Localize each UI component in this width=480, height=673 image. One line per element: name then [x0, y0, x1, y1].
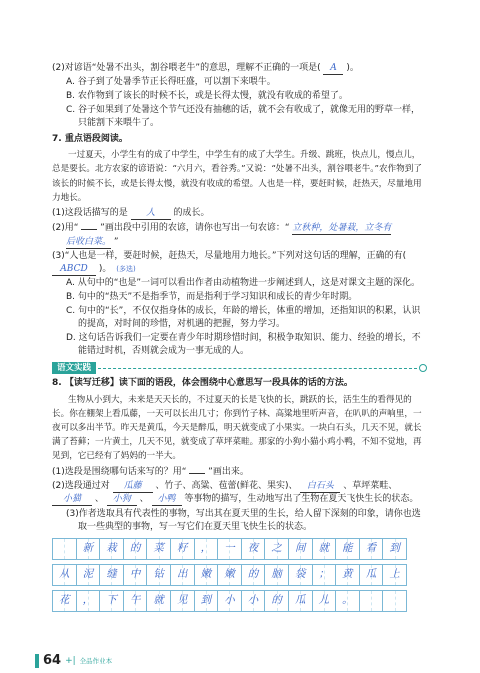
q8-title	[52, 377, 427, 390]
grid-cell[interactable]	[288, 590, 313, 612]
grid-cell-char: 籽	[177, 542, 188, 555]
grid-cell-char: 能	[342, 542, 353, 555]
grid-cell-char: 瓜	[365, 568, 377, 581]
grid-cell[interactable]	[194, 564, 219, 586]
grid-cell-char: 就	[153, 594, 164, 607]
grid-cell[interactable]	[194, 538, 219, 560]
grid-cell[interactable]	[217, 590, 242, 612]
grid-cell-char: 夜	[247, 542, 259, 555]
q8-sub2	[52, 480, 427, 506]
grid-cell[interactable]	[288, 564, 313, 586]
grid-cell[interactable]	[217, 538, 242, 560]
grid-cell[interactable]	[359, 564, 384, 586]
grid-cell[interactable]	[241, 590, 266, 612]
grid-row	[52, 590, 422, 612]
grid-cell[interactable]	[194, 590, 219, 612]
q8-title-text: 【读写迁移】读下面的语段，体会围绕中心意思写一段具体的话的方法。	[64, 378, 353, 389]
banner-divider	[98, 368, 417, 369]
q7-sub3-answer[interactable]: ABCD	[52, 264, 96, 276]
grid-cell-char: 到	[200, 594, 212, 607]
grid-cell-char: 的	[271, 594, 282, 607]
grid-cell[interactable]	[99, 538, 124, 560]
q8-sub2-blank3[interactable]: 小猫	[52, 494, 92, 506]
q7-sub2-mark	[81, 221, 97, 230]
grid-cell-char: 新	[82, 542, 94, 555]
grid-cell[interactable]	[264, 538, 289, 560]
grid-cell-char: 花	[59, 594, 70, 607]
q7-sub3	[52, 250, 427, 276]
grid-cell-char: 见	[177, 594, 188, 607]
grid-cell[interactable]	[123, 590, 148, 612]
q6-stem	[52, 62, 427, 75]
grid-cell[interactable]	[52, 564, 77, 586]
q7-number: 7.	[52, 134, 62, 145]
grid-cell-char: ；	[318, 568, 330, 581]
banner-dot-icon	[419, 364, 427, 372]
q6-stem-end: )。	[346, 63, 359, 73]
grid-cell[interactable]	[382, 564, 407, 586]
grid-cell[interactable]	[76, 564, 101, 586]
grid-cell-char: 袋	[294, 568, 306, 581]
q7-sub3-stem: (3)“人也是一样，要赶时候，赶热天，尽量地用力地长。”下列对这句话的理解，正确的有(	[52, 251, 407, 262]
grid-cell[interactable]	[52, 590, 77, 612]
q7-title	[52, 133, 427, 146]
grid-cell[interactable]	[123, 538, 148, 560]
q7-sub2-answer2[interactable]: 后收白菜。	[66, 237, 112, 248]
q7-sub3-post: )。	[98, 264, 112, 275]
q8-sub2-blank4[interactable]: 小狗	[107, 494, 137, 506]
grid-cell-char: 之	[271, 542, 282, 555]
page-number: 64	[43, 653, 62, 668]
writing-grid[interactable]	[52, 538, 422, 612]
q8-sub2-blank2[interactable]: 白石头	[300, 481, 340, 493]
grid-cell[interactable]	[312, 538, 337, 560]
grid-cell[interactable]	[312, 564, 337, 586]
grid-cell[interactable]	[170, 538, 195, 560]
q8-sub2-text3: 、	[94, 494, 104, 505]
grid-cell[interactable]	[288, 538, 313, 560]
grid-cell[interactable]	[382, 590, 407, 612]
footer-brand: 全品作业本	[79, 656, 113, 665]
q8-sub1-mark	[189, 465, 205, 474]
grid-cell[interactable]	[99, 590, 124, 612]
q6-option-c: C. 谷子如果到了处暑这个节气还没有抽穗的话，就不会有收成了，就像无用的野草一样，只能割下来喂牛了。	[66, 105, 421, 129]
q8-sub2-text2: 、草坪菜畦、	[343, 481, 398, 492]
grid-cell[interactable]	[359, 590, 384, 612]
grid-cell-char: 的	[247, 568, 259, 581]
grid-cell[interactable]	[76, 538, 101, 560]
q6-option-b: B. 农作物到了该长的时候不长，或是长得太慢，就没有收成的希望了。	[66, 91, 348, 102]
grid-cell[interactable]	[123, 564, 148, 586]
grid-cell-char: 午	[129, 594, 141, 607]
page-footer	[35, 652, 112, 671]
grid-cell-char: 的	[129, 542, 141, 555]
section-banner-label: 语文实践	[52, 362, 96, 374]
q8-sub2-blank5[interactable]: 小鸭	[152, 494, 182, 506]
grid-cell-char: 菜	[153, 542, 164, 555]
grid-cell[interactable]	[264, 564, 289, 586]
grid-cell-char: ，	[82, 594, 94, 607]
grid-cell-char: 就	[318, 542, 330, 555]
q8-sub2-text4: 、	[139, 494, 149, 505]
grid-cell-char: 到	[389, 542, 400, 555]
q8-passage: 生物从小到大，未来是天天长的，不过夏天的长是飞快的长，跳跃的长，活生生的看得见的长。你在棚架上看瓜藤，一天可以长出几寸；你到竹子林、高粱地里听声音，在叭叭的声响里，一夜可以多出半节。昨天是黄瓜，今天是醉瓜，明天就变成了小果实。一块白石头，几天不见，就长满了苔藓；一片黄土，几天不见，就变成了草坪菜畦。那家的小狗小猫小鸡小鸭，不知不觉地，再见到，它已经有了妈妈的一半大。	[52, 394, 422, 462]
q8-sub1	[52, 465, 427, 479]
grid-cell-char: 中	[129, 568, 141, 581]
grid-cell[interactable]	[217, 564, 242, 586]
grid-cell-char: 黄	[342, 568, 353, 581]
grid-cell-char: 栽	[106, 542, 117, 555]
grid-cell-char: 上	[389, 568, 400, 581]
q7-sub2-post: ”	[113, 237, 119, 248]
q7-passage: 一过夏天，小学生有的成了中学生，中学生有的成了大学生。升级、跳班，快点儿，慢点儿，总是要长。北方农家的谚语说：“六月六，看谷秀。”又说：“处暑不出头，割谷喂老牛。”农作物到了该长的时候不长，或是长得太慢，就没有收成的希望。人也是一样，要赶时候，赶热天，尽量地用力地长。	[52, 150, 422, 203]
grid-cell[interactable]	[335, 538, 360, 560]
q8-sub1-pre: (1)选段是围绕哪句话来写的？用“	[52, 467, 187, 478]
q7-sub2	[52, 221, 427, 235]
q7-sub2-pre: (2)用“	[52, 223, 79, 234]
q8-sub2-text5: 等事物的描写，生动地写出了生物在夏天飞快生长的状态。	[184, 494, 419, 505]
grid-cell-char: 小	[224, 594, 235, 607]
grid-cell[interactable]	[146, 538, 171, 560]
q8-sub2-text1: 、竹子、高粱、苞蕾(鲜花、果实)、	[155, 481, 298, 492]
q7-sub1-pre: (1)这段话描写的是	[52, 207, 128, 218]
q7-option-c: C. 句中的“长”，不仅仅指身体的成长，年龄的增长，体重的增加，还指知识的积累，认识的提高，对时间的珍惜，对机遇的把握，努力学习。	[66, 306, 421, 330]
footer-accent-bar	[35, 654, 39, 668]
grid-cell-char: 。	[342, 594, 353, 607]
grid-cell-char: 缝	[106, 568, 117, 581]
q7-title-text: 重点语段阅读。	[64, 134, 128, 145]
q8-sub3: (3)作者选取具有代表性的事物，写出其在夏天里的生长，给人留下深刻的印象，请你也选取一些典型的事物，写一写它们在夏天里飞快生长的状态。	[66, 508, 421, 532]
grid-cell-char: 看	[365, 542, 377, 555]
footer-separator: +|	[65, 655, 76, 666]
grid-cell[interactable]	[241, 538, 266, 560]
grid-cell[interactable]	[52, 538, 77, 560]
grid-row	[52, 564, 422, 586]
q7-sub2-mid: ”画出段中引用的农谚，请你也写出一句农谚：“	[100, 223, 290, 234]
grid-row	[52, 538, 422, 560]
q6-answer[interactable]: A	[323, 63, 343, 75]
grid-cell[interactable]	[382, 538, 407, 560]
q8-sub2-pre: (2)选段通过对	[52, 481, 110, 492]
grid-cell-char: 脑	[271, 568, 282, 581]
grid-cell-char: 出	[177, 568, 188, 581]
grid-cell-char: 小	[247, 594, 259, 607]
grid-cell-char: 间	[294, 542, 306, 555]
grid-cell[interactable]	[170, 564, 195, 586]
grid-cell-char: 下	[106, 594, 117, 607]
q7-sub1-post: 的成长。	[173, 207, 210, 218]
grid-cell-char: 瓜	[294, 594, 306, 607]
grid-cell-char: 一	[224, 542, 235, 555]
worksheet-page	[52, 62, 427, 616]
q8-sub1-post: ”画出来。	[208, 467, 249, 478]
grid-cell-char: 泥	[82, 568, 94, 581]
q7-option-a: A. 从句中的“也是”一词可以看出作者由动植物进一步阐述到人，这是对课文主题的深化。	[66, 278, 421, 289]
grid-cell[interactable]	[359, 538, 384, 560]
grid-cell-char: 从	[59, 568, 70, 581]
q7-sub2-answer1[interactable]: 立秋种，处暑栽，立冬有	[292, 223, 392, 234]
q7-option-d: D. 这句话告诉我们一定要在青少年时期珍惜时间，积极争取知识、能力、经验的增长，不能错过时机，否则就会成为一事无成的人。	[66, 333, 421, 357]
grid-cell[interactable]	[312, 590, 337, 612]
q7-option-b: B. 句中的“热天”不是指季节，而是指利于学习知识和成长的青少年时期。	[66, 292, 358, 303]
q8-number: 8.	[52, 378, 62, 389]
q6-stem-text: (2)对谚语“处暑不出头，割谷喂老牛”的意思，理解不正确的一项是(	[52, 63, 321, 73]
q6-option-a: A. 谷子到了处暑季节正长得旺盛，可以割下来喂牛。	[66, 77, 276, 88]
grid-cell[interactable]	[335, 590, 360, 612]
grid-cell[interactable]	[146, 590, 171, 612]
grid-cell[interactable]	[170, 590, 195, 612]
q7-sub1	[52, 207, 427, 220]
q7-sub1-answer[interactable]: 人	[131, 208, 171, 220]
grid-cell-char: 钻	[153, 568, 164, 581]
section-banner	[52, 362, 427, 374]
q8-sub2-blank1[interactable]: 瓜藤	[113, 481, 153, 493]
q7-sub2-line2	[52, 236, 427, 249]
grid-cell[interactable]	[264, 590, 289, 612]
grid-cell[interactable]	[76, 590, 101, 612]
grid-cell-char: ，	[200, 542, 212, 555]
grid-cell[interactable]	[146, 564, 171, 586]
grid-cell[interactable]	[335, 564, 360, 586]
grid-cell-char: 嫩	[200, 568, 212, 581]
q7-sub3-note: (多选)	[116, 265, 136, 274]
grid-cell[interactable]	[241, 564, 266, 586]
grid-cell[interactable]	[99, 564, 124, 586]
grid-cell-char: 儿	[318, 594, 330, 607]
grid-cell-char: 嫩	[224, 568, 235, 581]
